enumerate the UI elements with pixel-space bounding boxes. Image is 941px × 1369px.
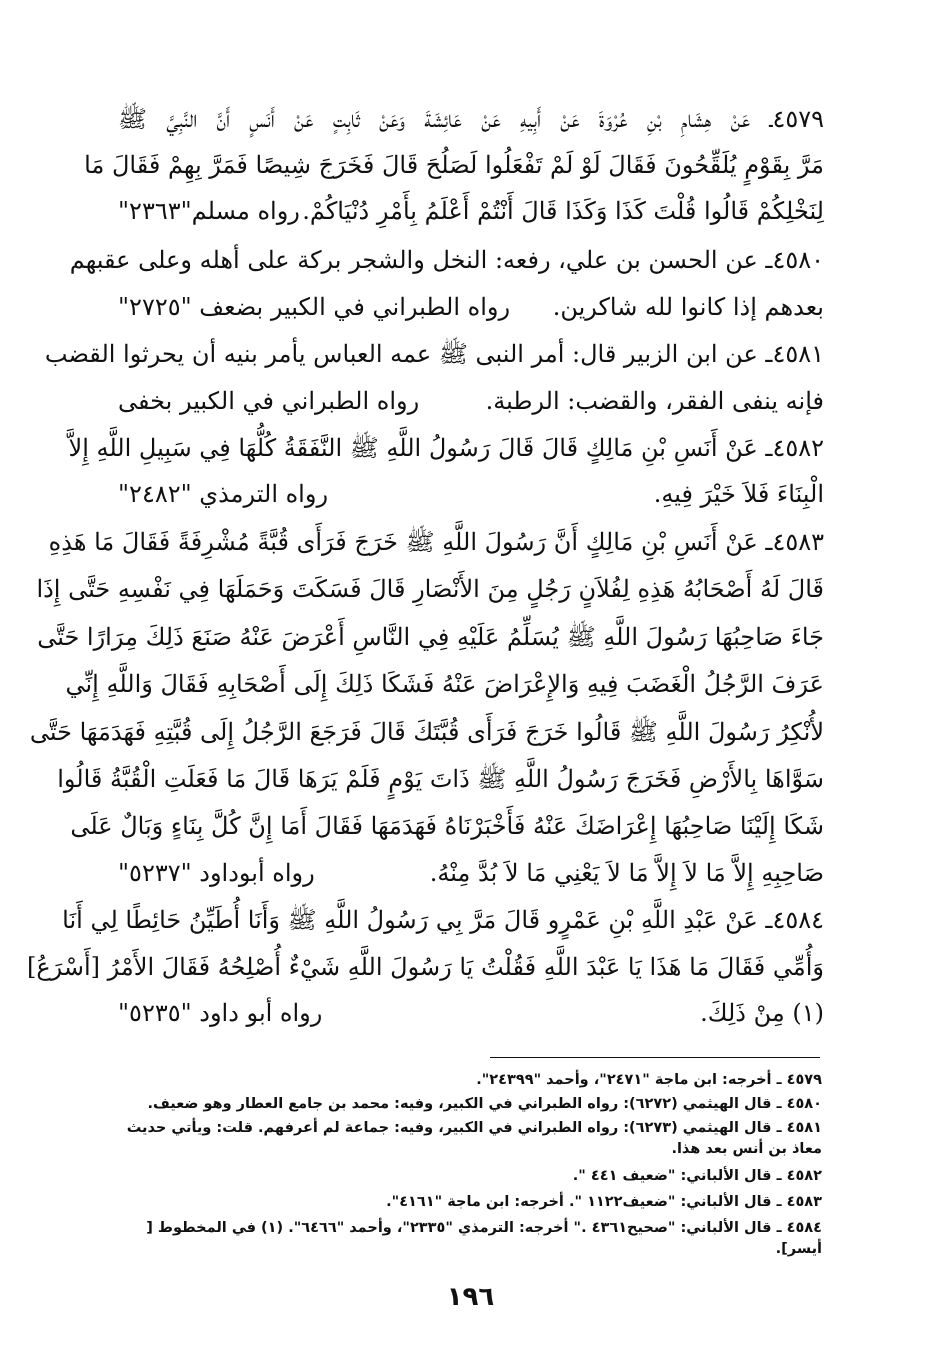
hadith-text: الْبِنَاءَ فَلاَ خَيْرَ فِيهِ. xyxy=(653,480,824,508)
footnote-4584: ٤٥٨٤ ـ قال الألباني: "صحيح٤٣٦١ ." أخرجه: الترمذي "٢٣٣٥"، وأحمد "٦٤٦٦". (١) في المخطوط [ أيسر]. xyxy=(146,1220,822,1257)
hadith-4580-line-1: ٤٥٨٠ـ عن الحسن بن علي، رفعه: النخل والشجر بركة على أهله وعلى عقبهم xyxy=(69,246,824,274)
footnote-divider xyxy=(490,1057,820,1058)
hadith-4583-line-1: ٤٥٨٣ـ عَنْ أَنَسِ بْنِ مَالِكٍ أَنَّ رَسُولَ اللَّهِ ﷺ خَرَجَ فَرَأَى قُبَّةً مُشْرِفَةً فَقَالَ مَا هَذِهِ xyxy=(48,528,824,556)
hadith-4583-line-3: جَاءَ صَاحِبُهَا رَسُولَ اللَّهِ ﷺ يُسَلِّمُ عَلَيْهِ فِي النَّاسِ أَعْرَضَ عَنْهُ صَنَعَ ذَلِكَ مِرَارًا حَتَّى xyxy=(37,623,824,651)
hadith-4583-line-2: قَالَ لَهُ أَصْحَابُهُ هَذِهِ لِفُلاَنٍ رَجُلٍ مِنَ الأَنْصَارِ قَالَ فَسَكَتَ وَحَمَلَهَا فِي نَفْسِهِ حَتَّى إِذَا xyxy=(36,575,824,603)
hadith-source: رواه الترمذي "٢٤٨٢" xyxy=(118,480,329,508)
hadith-4581-line-1: ٤٥٨١ـ عن ابن الزبير قال: أمر النبى ﷺ عمه العباس يأمر بنيه أن يحرثوا القضب xyxy=(44,340,824,368)
hadith-text: (١) مِنْ ذَلِكَ. xyxy=(700,999,824,1027)
hadith-text: صَاحِبِهِ إِلاَّ مَا لاَ إِلاَّ مَا لاَ يَعْنِي مَا لاَ بُدَّ مِنْهُ. xyxy=(429,859,824,887)
hadith-4579-line-1: ٤٥٧٩ـ عَنْ هِشَامِ بْنِ عُرْوَةَ عَنْ أَبِيهِ عَنْ عَائِشَةَ وَعَنْ ثَابِتٍ عَنْ أَنَسٍ أَنَّ النَّبِيَّ ﷺ xyxy=(118,105,824,133)
hadith-4583-line-6: سَوَّاهَا بِالأَرْضِ فَخَرَجَ رَسُولُ اللَّهِ ﷺ ذَاتَ يَوْمٍ فَلَمْ يَرَهَا قَالَ مَا فَعَلَتِ الْقُبَّةُ قَالُوا xyxy=(57,765,824,793)
hadith-source: رواه الطبراني في الكبير بخفى xyxy=(118,387,420,415)
hadith-4583-line-5: لأُنْكِرُ رَسُولَ اللَّهِ ﷺ قَالُوا خَرَجَ فَرَأَى قُبَّتَكَ قَالَ فَرَجَعَ الرَّجُلُ إِلَى قُبَّتِهِ فَهَدَمَهَا حَتَّى xyxy=(29,718,824,746)
hadith-4579-line-3 xyxy=(118,191,824,231)
hadith-source: رواه الطبراني في الكبير بضعف "٢٧٢٥" xyxy=(118,293,511,321)
hadith-text: لِنَخْلِكُمْ قَالُوا قُلْتَ كَذَا وَكَذَا قَالَ أَنْتُمْ أَعْلَمُ بِأَمْرِ دُنْيَاكُمْ. xyxy=(302,197,824,225)
hadith-4583-line-8 xyxy=(118,853,824,893)
hadith-4583-line-7: شَكَا إِلَيْنَا صَاحِبُهَا إِعْرَاضَكَ عَنْهُ فَأَخْبَرْنَاهُ فَهَدَمَهَا فَقَالَ أَمَا إِنَّ كُلَّ بِنَاءٍ وَبَالٌ عَلَى xyxy=(70,812,824,840)
hadith-4582-line-2 xyxy=(118,474,824,514)
footnote-4581: ٤٥٨١ ـ قال الهيثمي (٦٢٧٣): رواه الطبراني في الكبير، وفيه: جماعة لم أعرفهم. قلت: ويأتي حديث معاذ بن أنس بعد هذا. xyxy=(126,1120,822,1157)
hadith-text: فإنه ينفى الفقر، والقضب: الرطبة. xyxy=(485,387,824,415)
hadith-4584-line-1: ٤٥٨٤ـ عَنْ عَبْدِ اللَّهِ بْنِ عَمْرٍو قَالَ مَرَّ بِي رَسُولُ اللَّهِ ﷺ وَأَنَا أُطَيِّنُ حَائِطًا لِي أَنَا xyxy=(62,906,824,934)
hadith-source: رواه أبوداود "٥٢٣٧" xyxy=(118,859,315,887)
footnote-4582: ٤٥٨٢ ـ قال الألباني: "ضعيف ٤٤١ ". xyxy=(572,1168,822,1184)
hadith-source: رواه مسلم"٢٣٦٣" xyxy=(118,197,300,225)
footnote-4583: ٤٥٨٣ ـ قال الألباني: "ضعيف١١٢٢ ". أخرجه: ابن ماجة "٤١٦١". xyxy=(386,1194,822,1210)
hadith-source: رواه أبو داود "٥٢٣٥" xyxy=(118,999,323,1027)
hadith-4580-line-2 xyxy=(118,287,824,327)
footnote-4580: ٤٥٨٠ ـ قال الهيثمي (٦٢٧٢): رواه الطبراني في الكبير، وفيه: محمد بن جامع العطار وهو ضعيف. xyxy=(147,1096,822,1112)
hadith-4582-line-1: ٤٥٨٢ـ عَنْ أَنَسِ بْنِ مَالِكٍ قَالَ قَالَ رَسُولُ اللَّهِ ﷺ النَّفَقَةُ كُلُّهَا فِي سَبِيلِ اللَّهِ إِلاَّ xyxy=(68,434,824,462)
hadith-4579-line-2: مَرَّ بِقَوْمٍ يُلَقِّحُونَ فَقَالَ لَوْ لَمْ تَفْعَلُوا لَصَلُحَ قَالَ فَخَرَجَ شِيصًا فَمَرَّ بِهِمْ فَقَالَ مَا xyxy=(84,151,824,179)
footnote-4579: ٤٥٧٩ ـ أخرجه: ابن ماجة "٢٤٧١"، وأحمد "٢٤٣٩٩". xyxy=(476,1072,822,1088)
hadith-text: بعدهم إذا كانوا لله شاكرين. xyxy=(552,293,824,321)
hadith-4584-line-2: وَأُمِّي فَقَالَ مَا هَذَا يَا عَبْدَ اللَّهِ فَقُلْتُ يَا رَسُولَ اللَّهِ شَيْءٌ أُصْلِحُهُ فَقَالَ الأَمْرُ [أَسْرَعُ] xyxy=(26,953,824,981)
hadith-4583-line-4: عَرَفَ الرَّجُلُ الْغَضَبَ فِيهِ وَالإِعْرَاضَ عَنْهُ فَشَكَا ذَلِكَ إِلَى أَصْحَابِهِ فَقَالَ وَاللَّهِ إِنِّي xyxy=(65,670,824,698)
page-number: ١٩٦ xyxy=(446,1282,495,1312)
hadith-4581-line-2 xyxy=(118,381,824,421)
hadith-4584-line-3 xyxy=(118,993,824,1033)
